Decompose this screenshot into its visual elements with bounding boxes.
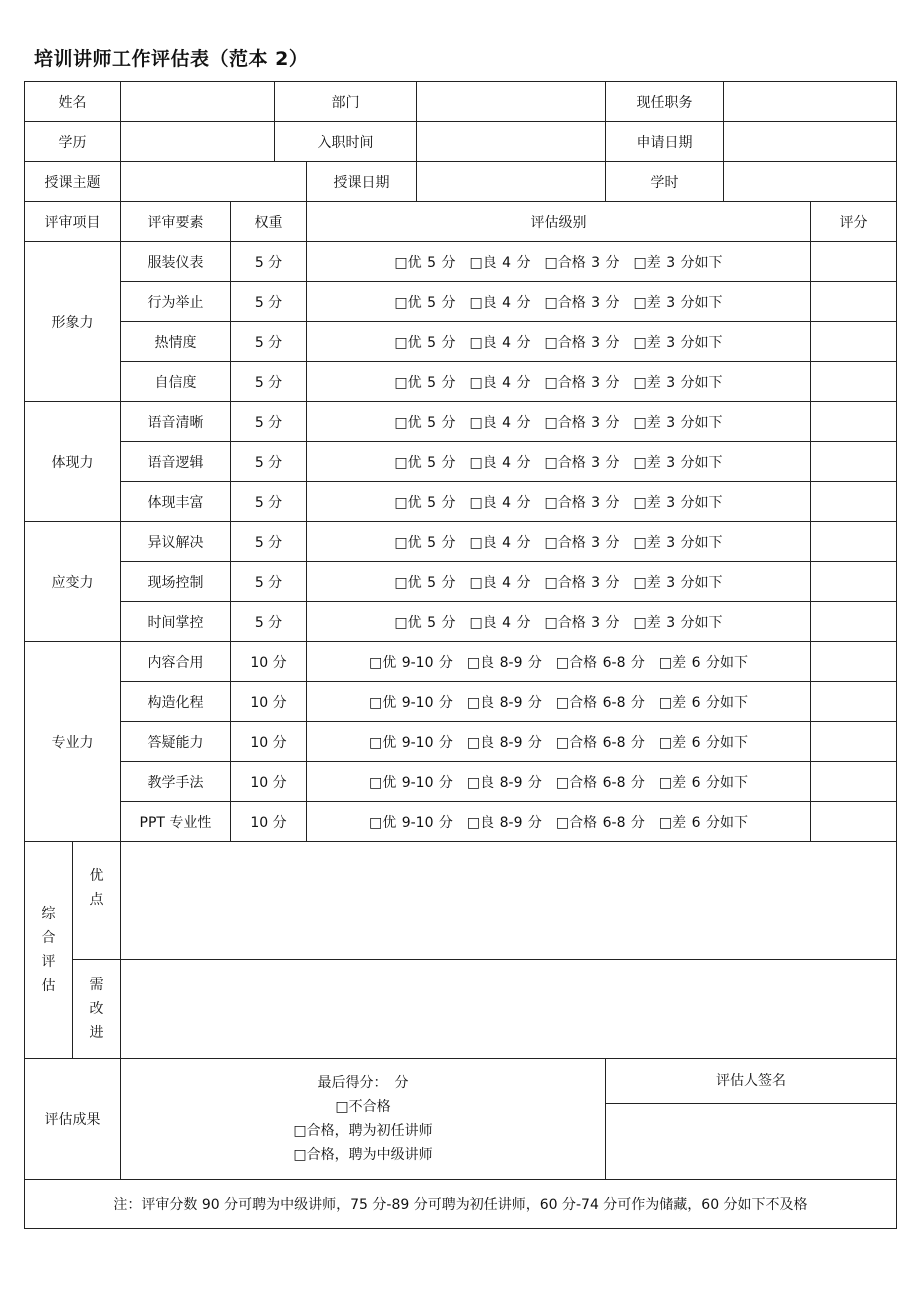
element-label: 答疑能力: [121, 722, 231, 762]
header-level: 评估级别: [307, 202, 811, 242]
score-field[interactable]: [811, 322, 897, 362]
grade-options[interactable]: □优 5 分 □良 4 分 □合格 3 分 □差 3 分如下: [307, 442, 811, 482]
option-mid-instructor[interactable]: □合格，聘为中级讲师: [293, 1147, 433, 1163]
weight-value: 5 分: [231, 442, 307, 482]
signature-field[interactable]: [606, 1104, 896, 1179]
score-field[interactable]: [811, 362, 897, 402]
grade-options[interactable]: □优 5 分 □良 4 分 □合格 3 分 □差 3 分如下: [307, 602, 811, 642]
weight-value: 10 分: [231, 722, 307, 762]
category-adaptability: 应变力: [25, 522, 121, 642]
improvements-label: [73, 960, 121, 1059]
element-label: 服装仪表: [121, 242, 231, 282]
grade-options[interactable]: □优 5 分 □良 4 分 □合格 3 分 □差 3 分如下: [307, 322, 811, 362]
header-element: 评审要素: [121, 202, 231, 242]
score-field[interactable]: [811, 242, 897, 282]
option-junior-instructor[interactable]: □合格，聘为初任讲师: [293, 1123, 433, 1139]
improvements-label-char: 进: [89, 1025, 104, 1041]
element-label: 语音清晰: [121, 402, 231, 442]
weight-value: 10 分: [231, 642, 307, 682]
grade-options[interactable]: □优 9-10 分 □良 8-9 分 □合格 6-8 分 □差 6 分如下: [307, 802, 811, 842]
element-label: 体现丰富: [121, 482, 231, 522]
weight-value: 5 分: [231, 242, 307, 282]
category-expression: 体现力: [25, 402, 121, 522]
weight-value: 5 分: [231, 322, 307, 362]
score-field[interactable]: [811, 442, 897, 482]
signature-panel: [606, 1059, 897, 1180]
strengths-label: [73, 842, 121, 960]
grade-options[interactable]: □优 5 分 □良 4 分 □合格 3 分 □差 3 分如下: [307, 282, 811, 322]
score-field[interactable]: [811, 682, 897, 722]
summary-label-char: 估: [41, 978, 56, 994]
score-field[interactable]: [811, 762, 897, 802]
evaluation-form: [24, 81, 897, 1229]
score-field[interactable]: [811, 602, 897, 642]
apply-date-label: 申请日期: [606, 122, 724, 162]
summary-label: [25, 842, 73, 1059]
topic-label: 授课主题: [25, 162, 121, 202]
result-label: 评估成果: [25, 1059, 121, 1180]
grade-options[interactable]: □优 9-10 分 □良 8-9 分 □合格 6-8 分 □差 6 分如下: [307, 642, 811, 682]
score-field[interactable]: [811, 722, 897, 762]
option-fail[interactable]: □不合格: [335, 1099, 391, 1115]
element-label: 自信度: [121, 362, 231, 402]
final-score[interactable]: 最后得分： 分: [317, 1075, 409, 1091]
weight-value: 5 分: [231, 402, 307, 442]
position-label: 现任职务: [606, 82, 724, 122]
score-field[interactable]: [811, 802, 897, 842]
name-label: 姓名: [25, 82, 121, 122]
apply-date-field[interactable]: [724, 122, 897, 162]
weight-value: 5 分: [231, 602, 307, 642]
hours-field[interactable]: [724, 162, 897, 202]
header-weight: 权重: [231, 202, 307, 242]
education-field[interactable]: [121, 122, 275, 162]
weight-value: 5 分: [231, 482, 307, 522]
grade-options[interactable]: □优 5 分 □良 4 分 □合格 3 分 □差 3 分如下: [307, 562, 811, 602]
education-label: 学历: [25, 122, 121, 162]
strengths-label-char: 点: [89, 892, 104, 908]
signature-label: 评估人签名: [606, 1059, 896, 1104]
teach-date-field[interactable]: [417, 162, 606, 202]
hours-label: 学时: [606, 162, 724, 202]
topic-field[interactable]: [121, 162, 307, 202]
grade-options[interactable]: □优 5 分 □良 4 分 □合格 3 分 □差 3 分如下: [307, 242, 811, 282]
element-label: 教学手法: [121, 762, 231, 802]
score-field[interactable]: [811, 642, 897, 682]
teach-date-label: 授课日期: [307, 162, 417, 202]
grade-options[interactable]: □优 9-10 分 □良 8-9 分 □合格 6-8 分 □差 6 分如下: [307, 762, 811, 802]
strengths-label-char: 优: [89, 868, 104, 884]
weight-value: 5 分: [231, 362, 307, 402]
element-label: 热情度: [121, 322, 231, 362]
result-options: [121, 1059, 606, 1180]
position-field[interactable]: [724, 82, 897, 122]
dept-label: 部门: [275, 82, 417, 122]
category-professional: 专业力: [25, 642, 121, 842]
element-label: 时间掌控: [121, 602, 231, 642]
header-item: 评审项目: [25, 202, 121, 242]
score-field[interactable]: [811, 402, 897, 442]
dept-field[interactable]: [417, 82, 606, 122]
weight-value: 5 分: [231, 282, 307, 322]
score-field[interactable]: [811, 282, 897, 322]
grade-options[interactable]: □优 9-10 分 □良 8-9 分 □合格 6-8 分 □差 6 分如下: [307, 682, 811, 722]
element-label: PPT 专业性: [121, 802, 231, 842]
element-label: 构造化程: [121, 682, 231, 722]
grade-options[interactable]: □优 5 分 □良 4 分 □合格 3 分 □差 3 分如下: [307, 362, 811, 402]
improvements-label-char: 需: [89, 977, 104, 993]
hire-date-label: 入职时间: [275, 122, 417, 162]
score-field[interactable]: [811, 522, 897, 562]
grade-options[interactable]: □优 5 分 □良 4 分 □合格 3 分 □差 3 分如下: [307, 482, 811, 522]
weight-value: 5 分: [231, 522, 307, 562]
score-field[interactable]: [811, 482, 897, 522]
strengths-field[interactable]: [121, 842, 897, 960]
element-label: 语音逻辑: [121, 442, 231, 482]
summary-label-char: 合: [41, 930, 56, 946]
footnote: 注：评审分数 90 分可聘为中级讲师，75 分-89 分可聘为初任讲师，60 分-74 分可作为储藏，60 分如下不及格: [25, 1180, 897, 1229]
summary-label-char: 综: [41, 906, 56, 922]
grade-options[interactable]: □优 5 分 □良 4 分 □合格 3 分 □差 3 分如下: [307, 522, 811, 562]
weight-value: 10 分: [231, 802, 307, 842]
improvements-label-char: 改: [89, 1001, 104, 1017]
weight-value: 10 分: [231, 762, 307, 802]
element-label: 内容合用: [121, 642, 231, 682]
element-label: 行为举止: [121, 282, 231, 322]
hire-date-field[interactable]: [417, 122, 606, 162]
grade-options[interactable]: □优 5 分 □良 4 分 □合格 3 分 □差 3 分如下: [307, 402, 811, 442]
improvements-field[interactable]: [121, 960, 897, 1059]
summary-label-char: 评: [41, 954, 56, 970]
score-field[interactable]: [811, 562, 897, 602]
weight-value: 10 分: [231, 682, 307, 722]
name-field[interactable]: [121, 82, 275, 122]
element-label: 现场控制: [121, 562, 231, 602]
page-title: 培训讲师工作评估表（范本 2）: [34, 48, 309, 70]
grade-options[interactable]: □优 9-10 分 □良 8-9 分 □合格 6-8 分 □差 6 分如下: [307, 722, 811, 762]
category-image: 形象力: [25, 242, 121, 402]
header-score: 评分: [811, 202, 897, 242]
weight-value: 5 分: [231, 562, 307, 602]
element-label: 异议解决: [121, 522, 231, 562]
